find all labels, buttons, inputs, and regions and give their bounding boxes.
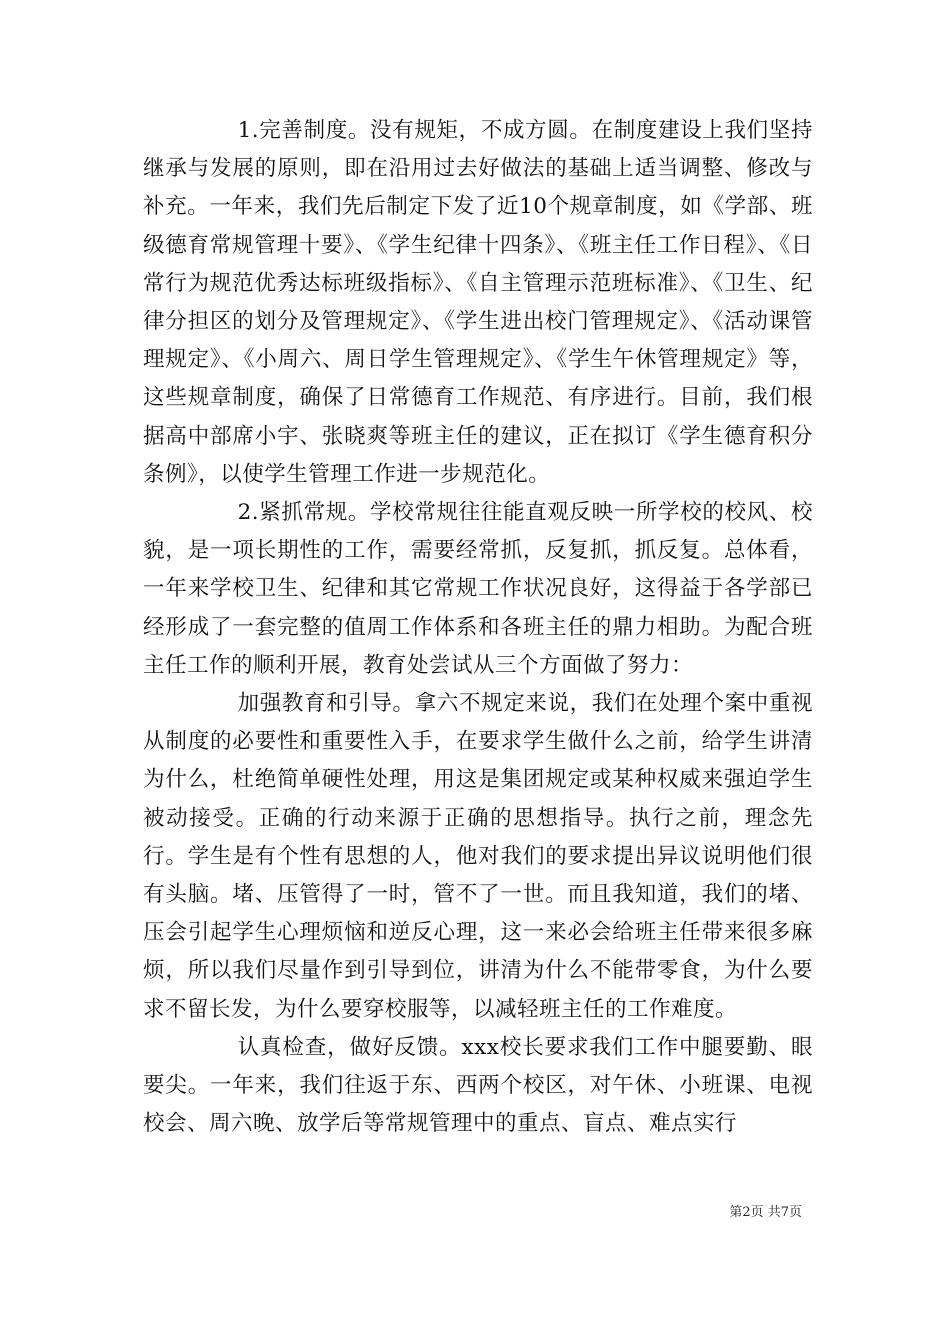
- paragraph-education-guidance: 加强教育和引导。拿六不规定来说，我们在处理个案中重视从制度的必要性和重要性入手，在要求学生做什么之前，给学生讲清为什么，杜绝简单硬性处理，用这是集团规定或某种权威来强迫学生被动接受。正确的行动来源于正确的思想指导。执行之前，理念先行。学生是有个性有思想的人，他对我们的要求提出异议说明他们很有头脑。堵、压管得了一时，管不了一世。而且我知道，我们的堵、压会引起学生心理烦恼和逆反心理，这一来必会给班主任带来很多麻烦，所以我们尽量作到引导到位，讲清为什么不能带零食，为什么要求不留长发，为什么要穿校服等，以减轻班主任的工作难度。: [143, 691, 813, 1022]
- paragraph-inspection-feedback: 认真检查，做好反馈。xxx校长要求我们工作中腿要勤、眼要尖。一年来，我们往返于东、西两个校区，对午休、小班课、电视校会、周六晚、放学后等常规管理中的重点、盲点、难点实行: [143, 1034, 813, 1137]
- page-number-footer: 第2页 共7页: [729, 1205, 802, 1220]
- paragraph-system-improvement: 1.完善制度。没有规矩，不成方圆。在制度建设上我们坚持继承与发展的原则，即在沿用过去好做法的基础上适当调整、修改与补充。一年来，我们先后制定下发了近10个规章制度，如《学部、班级德育常规管理十要》、《学生纪律十四条》、《班主任工作日程》、《日常行为规范优秀达标班级指标》、《自主管理示范班标准》、《卫生、纪律分担区的划分及管理规定》、《学生进出校门管理规定》、《活动课管理规定》、《小周六、周日学生管理规定》、《学生午休管理规定》等，这些规章制度，确保了日常德育工作规范、有序进行。目前，我们根据高中部席小宇、张晓爽等班主任的建议，正在拟订《学生德育积分条例》，以使学生管理工作进一步规范化。: [143, 118, 813, 487]
- paragraph-routine-management: 2.紧抓常规。学校常规往往能直观反映一所学校的校风、校貌，是一项长期性的工作，需要经常抓，反复抓，抓反复。总体看，一年来学校卫生、纪律和其它常规工作状况良好，这得益于各学部已经形成了一套完整的值周工作体系和各班主任的鼎力相助。为配合班主任工作的顺利开展，教育处尝试从三个方面做了努力：: [143, 500, 813, 678]
- document-body: [143, 112, 813, 1143]
